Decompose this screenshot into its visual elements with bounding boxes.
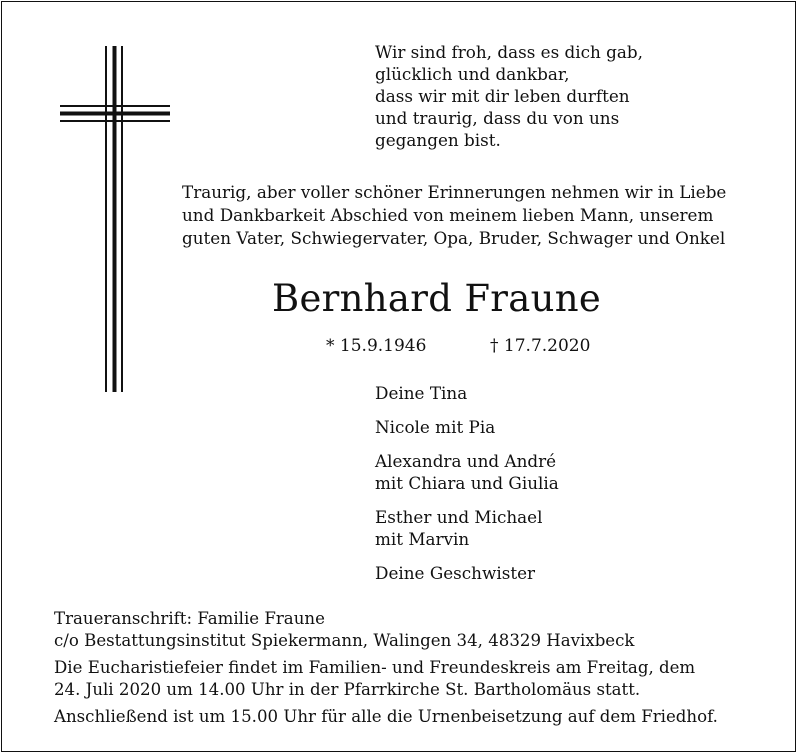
poem-line: Wir sind froh, dass es dich gab, [375,42,644,62]
burial-line: Anschließend ist um 15.00 Uhr für alle die Urnenbeisetzung auf dem Friedhof. [54,707,718,726]
family-line: mit Chiara und Giulia [375,473,559,493]
family-line: Nicole mit Pia [375,417,496,437]
family-list [375,382,559,596]
cross-icon [60,46,170,392]
family-line: Alexandra und André [375,451,557,471]
death-date: † 17.7.2020 [490,336,591,356]
poem-line: gegangen bist. [375,130,501,150]
poem-line: glücklich und dankbar, [375,64,570,84]
deceased-name: Bernhard Fraune [272,277,602,320]
family-group [375,506,559,550]
poem-line: dass wir mit dir leben durften [375,86,630,106]
footer-info [54,608,718,728]
intro-line: Traurig, aber voller schöner Erinnerungen nehmen wir in Liebe [182,182,727,202]
intro-line: guten Vater, Schwiegervater, Opa, Bruder, Schwager und Onkel [182,228,726,248]
family-line: Deine Geschwister [375,563,536,583]
family-line: mit Marvin [375,529,470,549]
service-line: 24. Juli 2020 um 14.00 Uhr in der Pfarrkirche St. Bartholomäus statt. [54,680,641,699]
poem [375,41,643,151]
family-group [375,562,559,584]
service-line: Die Eucharistiefeier findet im Familien- und Freundeskreis am Freitag, dem [54,658,696,677]
address-line: c/o Bestattungsinstitut Spiekermann, Walingen 34, 48329 Havixbeck [54,631,635,650]
poem-line: und traurig, dass du von uns [375,108,620,128]
family-group [375,450,559,494]
family-line: Esther und Michael [375,507,543,527]
family-group [375,416,559,438]
family-line: Deine Tina [375,383,468,403]
intro-text [182,181,726,250]
intro-line: und Dankbarkeit Abschied von meinem lieben Mann, unserem [182,205,714,225]
address-line: Traueranschrift: Familie Fraune [54,609,325,628]
family-group [375,382,559,404]
birth-date: * 15.9.1946 [326,336,427,356]
